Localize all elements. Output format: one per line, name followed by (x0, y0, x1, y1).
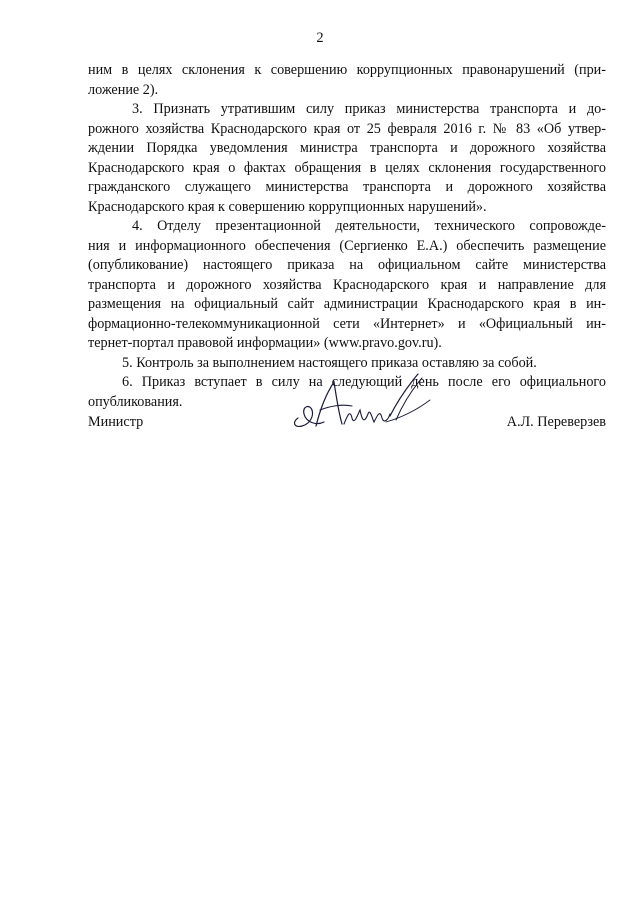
paragraph-6-start: 6. Приказ вступает в силу на следующий день после его официального (122, 374, 606, 390)
paragraph-4-start: 4. Отделу презентационной деятельности, технического сопровожде- (132, 218, 606, 234)
text-line: транспорта и дорожного хозяйства Краснодарского края и направление для (88, 276, 606, 293)
paragraph-3-start: 3. Признать утратившим силу приказ министерства транспорта и до- (132, 101, 606, 117)
document-body (88, 61, 606, 412)
text-line: формационно-телекоммуникационной сети «Интернет» и «Официальный ин- (88, 315, 606, 332)
signer-name: А.Л. Переверзев (506, 414, 606, 430)
text-line: гражданского служащего министерства транспорта и дорожного хозяйства (88, 179, 606, 195)
signature-block (88, 412, 606, 436)
text-line: ним в целях склонения к совершению коррупционных правонарушений (при- (88, 62, 606, 78)
signer-position: Министр (88, 414, 144, 430)
text-line: рожного хозяйства Краснодарского края от 25 февраля 2016 г. № 83 «Об утвер- (88, 120, 606, 137)
text-line: тернет-портал правовой информации» (www.pravo.gov.ru). (88, 335, 442, 351)
text-line: (опубликование) настоящего приказа на официальном сайте министерства (88, 257, 606, 273)
text-line: опубликования. (88, 393, 183, 410)
text-line: Краснодарского края к совершению коррупционных нарушений». (88, 198, 487, 215)
page-number: 2 (316, 30, 324, 46)
text-line: размещения на официальный сайт администрации Краснодарского края в ин- (88, 296, 606, 312)
paragraph-5: 5. Контроль за выполнением настоящего приказа оставляю за собой. (122, 354, 537, 371)
text-line: ждении Порядка уведомления министра транспорта и дорожного хозяйства (88, 140, 606, 156)
text-line: Краснодарского края о фактах обращения в целях склонения государственного (88, 159, 606, 176)
text-line: ния и информационного обеспечения (Сергиенко Е.А.) обеспечить размещение (88, 237, 606, 254)
text-line: ложение 2). (88, 81, 159, 98)
